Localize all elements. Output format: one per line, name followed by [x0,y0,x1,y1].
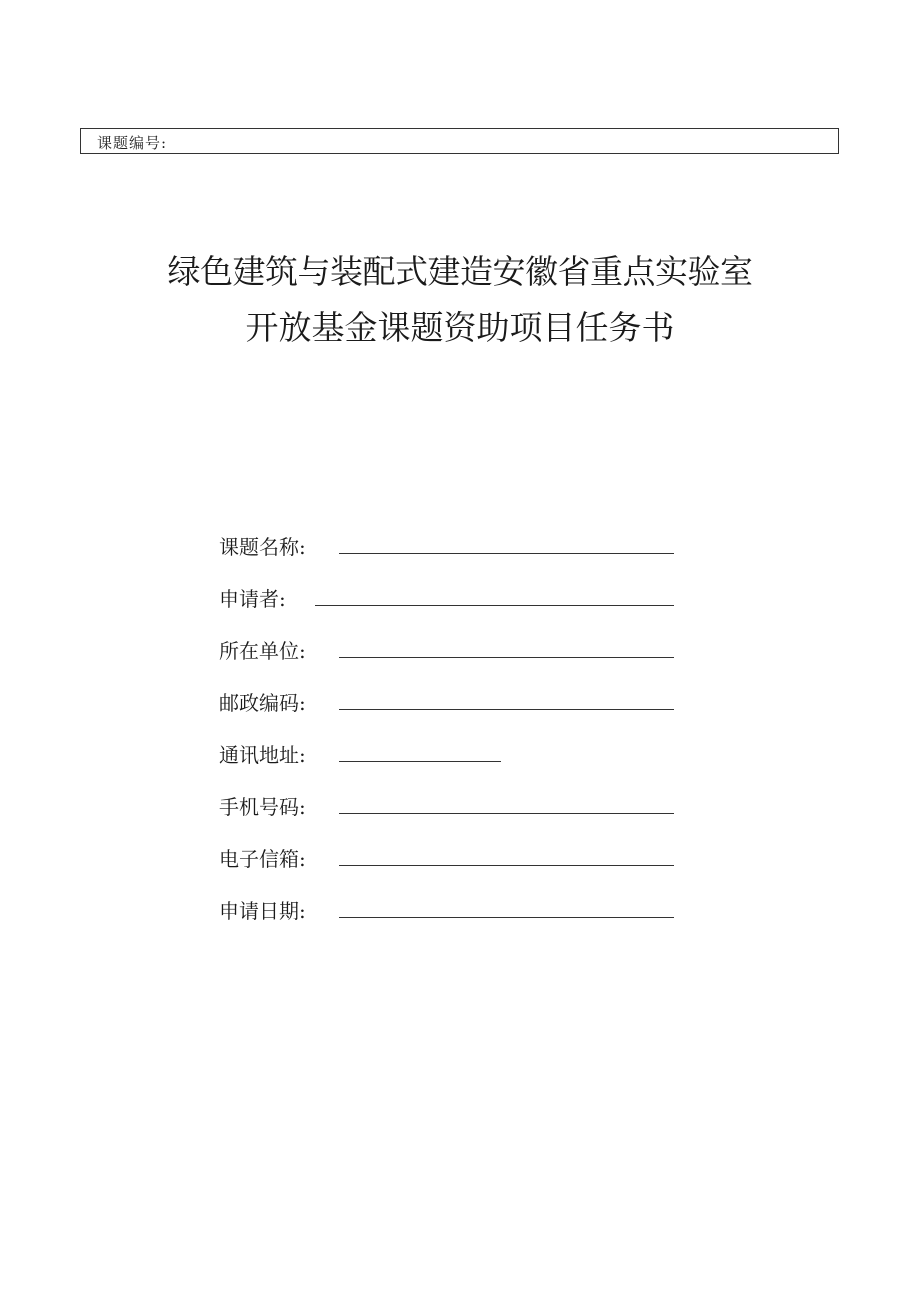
title-line-2: 开放基金课题资助项目任务书 [245,308,675,347]
address-label: 通讯地址: [219,743,306,767]
project-name-field[interactable] [339,553,674,554]
application-date-label: 申请日期: [219,899,306,923]
project-number-label: 课题编号: [97,134,168,152]
mobile-label: 手机号码: [219,795,306,819]
email-label: 电子信箱: [219,847,306,871]
document-title [0,244,920,356]
organization-field[interactable] [339,657,674,658]
project-name-label: 课题名称: [219,535,306,559]
applicant-label: 申请者: [219,587,286,611]
postal-code-field[interactable] [339,709,674,710]
project-number-box[interactable] [80,128,839,154]
application-date-field[interactable] [339,917,674,918]
applicant-field[interactable] [315,605,674,606]
organization-label: 所在单位: [219,639,306,663]
address-field[interactable] [339,761,501,762]
email-field[interactable] [339,865,674,866]
mobile-field[interactable] [339,813,674,814]
postal-code-label: 邮政编码: [219,691,306,715]
title-line-1: 绿色建筑与装配式建造安徽省重点实验室 [167,252,753,291]
